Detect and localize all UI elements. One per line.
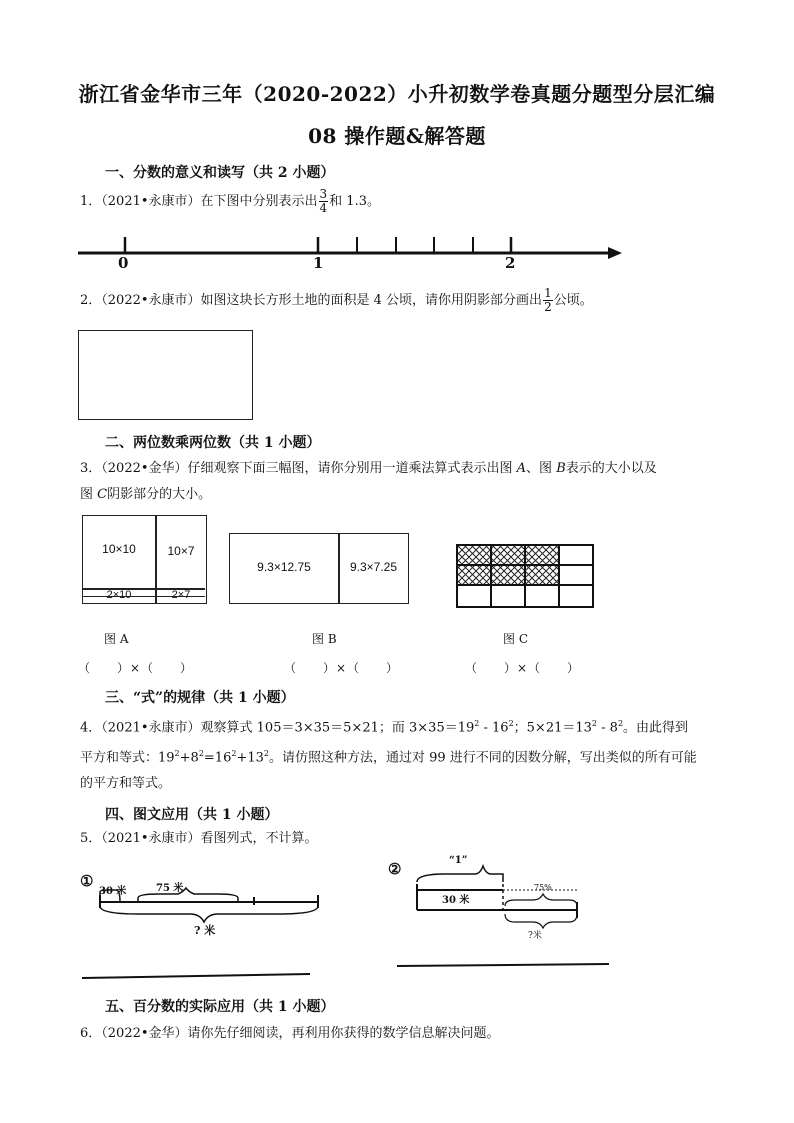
q4-t1: 4．（2021•永康市）观察算式 105＝3×35＝5×21；而 3×35＝19: [80, 720, 475, 736]
number-line-label-0: 0: [118, 254, 129, 272]
figure-b: [229, 533, 409, 604]
figure-b-caption: 图 B: [312, 632, 337, 646]
q5-fig2-label-unknown: ?米: [528, 931, 542, 941]
page-subtitle: 08 操作题&解答题: [308, 124, 486, 148]
q1-suffix: 和 1.3。: [329, 194, 380, 209]
q4-sq7: 2: [231, 749, 237, 758]
figure-a: [82, 515, 207, 604]
figure-a-caption: 图 A: [104, 632, 129, 646]
q3-letter-b: B: [556, 461, 566, 476]
q5-fig1-marker: ①: [80, 872, 94, 890]
q2-suffix: 公顷。: [553, 293, 593, 308]
q1-fraction: [319, 188, 329, 215]
question-4-line-2: [80, 741, 697, 771]
q4-sq4: 2: [617, 719, 624, 728]
section-5-heading: 五、百分数的实际应用（共 1 小题）: [105, 999, 335, 1015]
land-rectangle[interactable]: [78, 330, 253, 420]
question-1: [80, 188, 380, 215]
question-4-line-1: [80, 711, 688, 741]
q4-t6: 平方和等式：19: [80, 750, 175, 766]
q1-frac-numerator: 3: [319, 187, 328, 201]
fig-b-cell-1: 9.3×12.75: [257, 560, 311, 574]
question-3-line-1: [80, 456, 657, 482]
q4-t4: - 8: [597, 720, 618, 736]
q3-letter-c: C: [97, 487, 108, 502]
number-line: [70, 225, 630, 275]
section-4-heading: 四、图文应用（共 1 小题）: [105, 807, 279, 823]
q3-text-b: 、图: [526, 461, 557, 476]
q2-text: 2．（2022•永康市）如图这块长方形土地的面积是 4 公顷，请你用阴影部分画出: [80, 293, 543, 308]
q5-fig2-label-one: “1”: [449, 855, 468, 866]
q4-sq8: 2: [263, 749, 269, 758]
page-title: 浙江省金华市三年（2020-2022）小升初数学卷真题分题型分层汇编: [78, 82, 716, 106]
q5-fig1-label-75m: 75 米: [156, 883, 184, 894]
figure-c-caption: 图 C: [503, 632, 528, 646]
q5-fig1-label-30m: 30 米: [99, 886, 127, 897]
q4-sq5: 2: [174, 749, 180, 758]
fig-a-cell-4: 2×7: [171, 589, 191, 601]
question-2: [80, 287, 593, 314]
answer-blank-a[interactable]: （ ）×（ ）: [78, 661, 194, 675]
section-3-heading: 三、“式”的规律（共 1 小题）: [105, 690, 295, 706]
q4-t3: ；5×21＝13: [513, 720, 592, 736]
q4-t7: +8: [179, 750, 199, 766]
q4-sq6: 2: [198, 749, 204, 758]
answer-blank-b[interactable]: （ ）×（ ）: [284, 661, 400, 675]
q3-text-e: 阴影部分的大小。: [107, 487, 212, 502]
q2-frac-denominator: 2: [544, 300, 552, 314]
q5-fig2-marker: ②: [388, 860, 402, 878]
q5-fig1-label-unknown: ? 米: [194, 924, 216, 937]
q4-t2: - 16: [479, 720, 509, 736]
q4-t5: 。由此得到: [623, 720, 689, 736]
answer-blank-c[interactable]: （ ）×（ ）: [465, 661, 581, 675]
question-3-line-2: [80, 482, 211, 508]
fig-a-cell-2: 10×7: [167, 544, 195, 558]
fig-a-cell-1: 10×10: [102, 542, 136, 556]
number-line-label-2: 2: [505, 254, 516, 272]
q3-letter-a: A: [516, 461, 527, 476]
question-4-line-3: 的平方和等式。: [80, 776, 172, 791]
q4-t10: 。请仿照这种方法，通过对 99 进行不同的因数分解，写出类似的所有可能: [268, 750, 697, 766]
q4-sq3: 2: [591, 719, 597, 728]
section-1-heading: 一、分数的意义和读写（共 2 小题）: [105, 165, 335, 181]
q2-frac-numerator: 1: [544, 286, 552, 300]
q3-text-a: 3．（2022•金华）仔细观察下面三幅图，请你分别用一道乘法算式表示出图: [80, 461, 517, 476]
q2-fraction: [543, 287, 553, 314]
section-2-heading: 二、两位数乘两位数（共 1 小题）: [105, 435, 321, 451]
q5-fig2-label-75pct: 75%: [534, 883, 552, 892]
q3-text-d: 图: [80, 487, 98, 502]
q1-frac-denominator: 4: [319, 201, 328, 215]
fig-b-cell-2: 9.3×7.25: [349, 560, 398, 574]
q4-sq1: 2: [474, 719, 480, 728]
q5-figure-2-diagram: [395, 860, 615, 975]
question-5: 5．（2021•永康市）看图列式，不计算。: [80, 831, 318, 846]
q4-t9: +13: [236, 750, 264, 766]
q4-t8: =16: [203, 750, 232, 766]
q3-text-c: 表示的大小以及: [565, 461, 657, 476]
q4-sq2: 2: [508, 719, 514, 728]
fig-a-cell-3: 2×10: [106, 589, 132, 601]
q1-text: 1．（2021•永康市）在下图中分别表示出: [80, 194, 318, 209]
number-line-label-1: 1: [313, 254, 324, 272]
figure-c: [455, 543, 595, 609]
question-6: 6．（2022•金华）请你先仔细阅读，再利用你获得的数学信息解决问题。: [80, 1026, 500, 1041]
q5-fig2-label-30m: 30 米: [442, 895, 470, 906]
